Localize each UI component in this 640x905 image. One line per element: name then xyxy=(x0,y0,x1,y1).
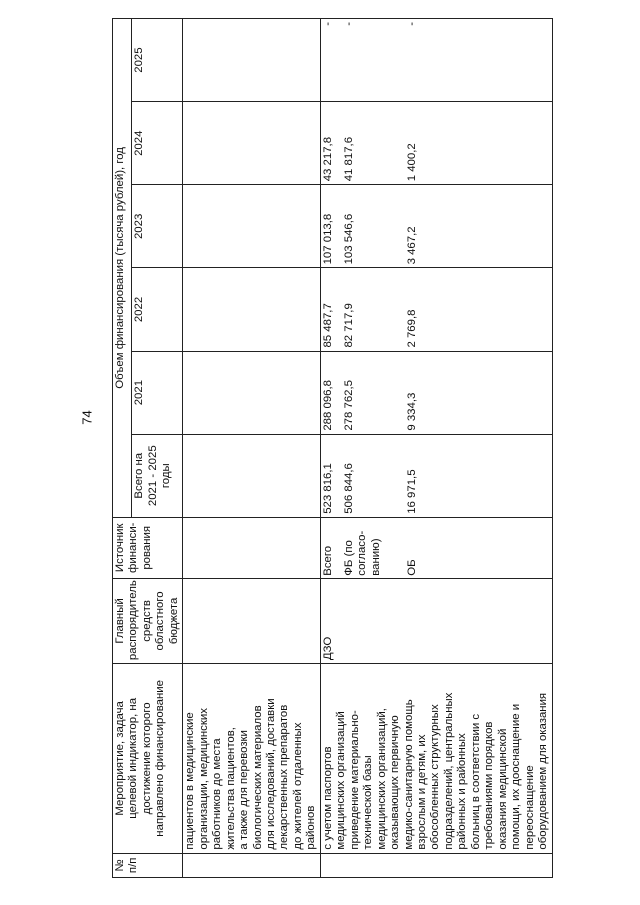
row2-2024: 43 217,8 41 817,6 1 400,2 xyxy=(320,102,552,185)
header-total: Всего на 2021 - 2025 годы xyxy=(132,434,183,517)
header-year-2025: 2025 xyxy=(132,19,183,102)
row2-text: с учетом паспортов медицинских организаций приведение материально- технической базы медицинских организаций, оказывающих первичную медико-санитарную помощь взрослым и детям, их обособленных структурных подразделений, центральных районных и районных больниц в соответствии с требованиями порядков оказания медицинской помощи, их дооснащение и переоснащение оборудованием для оказания xyxy=(320,664,552,854)
header-manager: Главный распорядитель средств областного бюджета xyxy=(113,578,183,663)
header-number: № п/п xyxy=(113,853,183,877)
header-year-2022: 2022 xyxy=(132,268,183,351)
header-volume: Объем финансирования (тысяча рублей), год xyxy=(113,19,132,518)
header-year-2023: 2023 xyxy=(132,185,183,268)
page-number: 74 xyxy=(79,410,95,425)
row2-manager: ДЗО xyxy=(320,578,552,663)
header-measure: Мероприятие, задача целевой индикатор, на достижение которого направлено финансирование xyxy=(113,664,183,854)
header-source: Источник финанси- рования xyxy=(113,517,183,578)
table-row xyxy=(320,19,552,878)
row1-text: пациентов в медицинские организации, медицинских работников до места жительства пациентов, а также для перевозки биологических материалов для исследований, доставки лекарственных препаратов до жителей отдаленных районов xyxy=(183,664,321,854)
row2-2023: 107 013,8 103 546,6 3 467,2 xyxy=(320,185,552,268)
row2-2021: 288 096,8 278 762,5 9 334,3 xyxy=(320,351,552,434)
row2-2022: 85 487,7 82 717,9 2 769,8 xyxy=(320,268,552,351)
table-row xyxy=(183,19,321,878)
header-year-2021: 2021 xyxy=(132,351,183,434)
row2-2025: - - - xyxy=(320,19,552,102)
header-year-2024: 2024 xyxy=(132,102,183,185)
rotated-table-container xyxy=(112,18,550,878)
financing-table xyxy=(112,18,553,878)
row2-totals: 523 816,1 506 844,6 16 971,5 xyxy=(320,434,552,517)
row2-sources: Всего ФБ (по согласо-ванию) ОБ xyxy=(320,517,552,578)
